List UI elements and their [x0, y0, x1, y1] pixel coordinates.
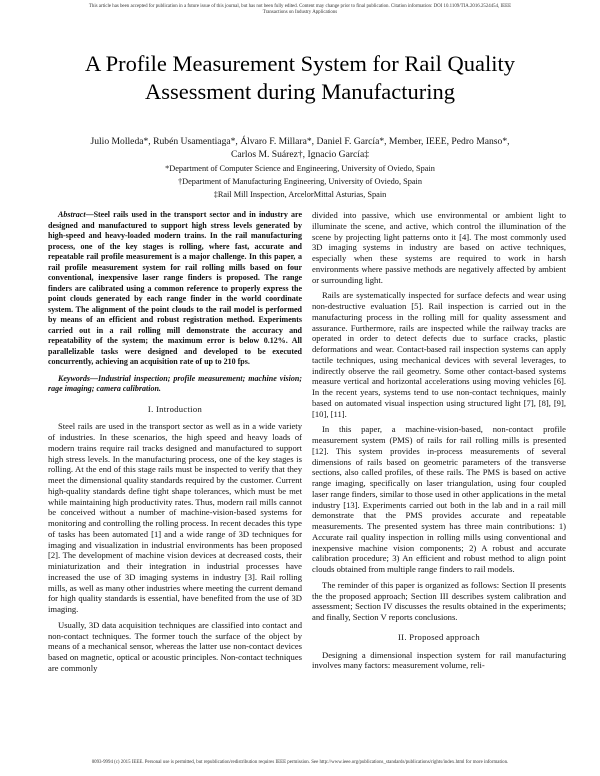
body-paragraph: The reminder of this paper is organized as follows: Section II presents the the proposed approach; Section III describes system calibration and assessment; Section IV discusses the results obtained in the experiments; and finally, Section V reports conclusions. — [312, 579, 566, 622]
keywords-text: —Industrial inspection; profile measurement; machine vision; rage imaging; camera calibration. — [48, 373, 302, 393]
keywords — [48, 374, 302, 395]
title-line-1: A Profile Measurement System for Rail Quality — [85, 51, 515, 76]
body-paragraph: Usually, 3D data acquisition techniques are classified into contact and non-contact techniques. The former touch the surface of the object by means of a mechanical sensor, whereas the latter use non-contact devices based on magnetic, optical or acoustic principles. Non-contact techniques are commonly — [48, 619, 302, 673]
body-paragraph: Steel rails are used in the transport sector as well as in a wide variety of industries. In these scenarios, the high speed and heavy loads of modern trains require rail tracks designed and manufactured to support high stress levels. In the manufacturing process, one of the key stages is rolling. At the end of this stage rails must be inspected to verify that they meet the dimensional quality standards required by the customer. Current high-quality standards define tight shape tolerances, which must be met while maintaining high productivity rates. Thus, modern rail mills cannot be conceived without a number of machine-vision-based systems for monitoring and controlling the rolling process. In recent decades this type of tasks has been automated [1] and a wide range of 3D techniques for imaging and visualization in industrial environments has been proposed [2]. The development of machine vision devices at decreased costs, their miniaturization and their integration in industrial processes have increased the use of 3D imaging systems in industry [3]. Rail rolling mills, as well as many other industries where meeting the current demand for high quality standards is essential, have benefited from the use of 3D imaging. — [48, 421, 302, 614]
body-paragraph: Rails are systematically inspected for surface defects and wear using non-destructive evaluation [5]. Rail inspection is carried out in the manufacturing process in the rolling mill for quality assessment and assurance. Furthermore, rails are inspected while the railway tracks are operated in order to detect defects due to surface cracks, plastic deformations and wear. Contact-based rail inspection systems can apply tactile techniques, using mechanical devices with several leverages, to indirectly observe the rail geometry. Some other contact-based systems measure vertical and horizontal accelerations using moving vehicles [6]. In the recent years, systems tend to use non-contact techniques, mainly based on automated visual inspection using structured light [7], [8], [9], [10], [11]. — [312, 290, 566, 419]
abstract-label: Abstract — [58, 210, 86, 219]
author-list — [40, 135, 560, 161]
left-column — [48, 210, 302, 679]
paper-title — [40, 50, 560, 106]
journal-header-note — [0, 4, 600, 16]
header-note-line-1: This article has been accepted for publication in a future issue of this journal, but has not been fully edited. Content may change prior to final publication. Citation information: DOI 10.1109/TIA.2016.2524454, IEEE — [88, 4, 512, 9]
section-heading-introduction: I. Introduction — [147, 403, 203, 414]
affiliation-2: †Department of Manufacturing Engineering, University of Oviedo, Spain — [177, 177, 422, 186]
copyright-footer: 0093-9994 (c) 2015 IEEE. Personal use is permitted, but republication/redistribution requires IEEE permission. See http://www.ieee.org/publications_standards/publications/rights/index.html for more information. — [91, 760, 509, 765]
body-paragraph: Designing a dimensional inspection system for rail manufacturing involves many factors: measurement volume, reli- — [312, 649, 566, 671]
authors-line-2: Carlos M. Suárez†, Ignacio García‡ — [231, 149, 369, 160]
body-paragraph: divided into passive, which use environmental or ambient light to illuminate the scene, and active, which control the illumination of the scene by projecting light patterns onto it [4]. The most commonly used 3D imaging systems in industry are based on active techniques, especially when these systems are required to work in harsh environments where passive methods are negatively affected by ambient or surrounding light. — [312, 210, 566, 285]
title-line-2: Assessment during Manufacturing — [145, 79, 455, 104]
body-paragraph: In this paper, a machine-vision-based, non-contact profile measurement system (PMS) of rails for rail rolling mills is presented [12]. This system provides in-process measurements of several dimensions of rails based on geometric parameters of the transverse sections, also called profiles, of these rails. The PMS is based on active range imaging, specifically on laser triangulation, using four coupled laser range finders, similar to those used in other applications in the metal industry [13]. Experiments carried out both in the lab and in a rail mill demonstrate that the PMS provides accurate and repeatable measurements. The presented system has three main contributions: 1) Accurate rail quality inspection in rolling mills using conventional and inexpensive machine vision components; 2) A robust and accurate calibration procedure; 3) An efficient and robust method to align point clouds obtained from multiple range finders to rail models. — [312, 424, 566, 574]
abstract — [48, 210, 302, 368]
authors-line-1: Julio Molleda*, Rubén Usamentiaga*, Álvaro F. Millara*, Daniel F. García*, Member, IEEE, Pedro Manso*, — [90, 136, 510, 147]
section-heading-proposed-approach: II. Proposed approach — [398, 631, 480, 642]
abstract-text: —Steel rails used in the transport sector and in industry are designed and manufactured to support high stress levels generated by high-speed and heavy-loaded modern trains. In the rail manufacturing process, one of the key stages is rolling, where fast, accurate and repeatable rail profile measurement is a major challenge. In this paper, a rail profile measurement system for rail rolling mills based on four conventional, inexpensive laser range finders is proposed. The range finders are calibrated using a common reference to properly express the point clouds generated by each range finder in the world coordinate system. The alignment of the point clouds to the rail model is performed by means of an efficient and robust registration method. Experiments carried out in a rail rolling mill demonstrate the accuracy and repeatability of the system; the maximum error is below 0.12%. All parallelizable tasks were designed and developed to be executed concurrently, achieving an acquisition rate of up to 210 fps. — [48, 210, 302, 366]
affiliation-3: ‡Rail Mill Inspection, ArcelorMittal Asturias, Spain — [213, 190, 387, 199]
header-note-line-2: Transactions on Industry Applications — [262, 10, 338, 16]
right-column — [312, 210, 566, 676]
keywords-label: Keywords — [58, 373, 90, 383]
affiliation-1: *Department of Computer Science and Engineering, University of Oviedo, Spain — [165, 164, 435, 173]
